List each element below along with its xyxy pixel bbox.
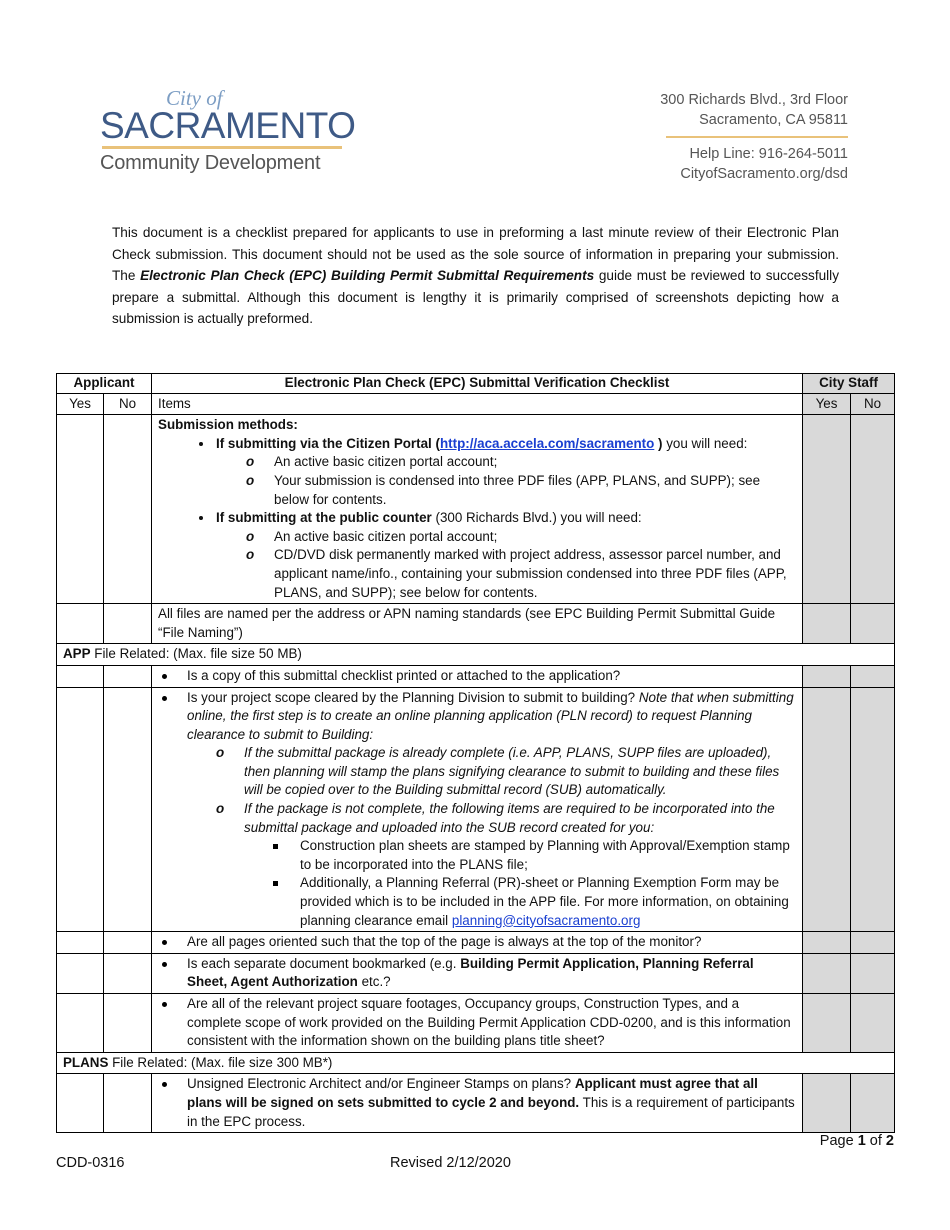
checklist-title: Electronic Plan Check (EPC) Submittal Verification Checklist <box>152 374 803 394</box>
address-divider <box>666 136 848 138</box>
city-staff-header: City Staff <box>803 374 895 394</box>
staff-yes-header: Yes <box>803 393 851 415</box>
logo-department: Community Development <box>100 152 321 174</box>
table-header-row <box>57 374 895 394</box>
page-number: Page 1 of 2 <box>819 1133 894 1149</box>
list-item: o CD/DVD disk permanently marked with project address, assessor parcel number, and applicant name/info., containing your submission condensed into three PDF files (APP, PLANS, and SUPP); see below for contents. <box>274 546 796 602</box>
planning-clearance-cell: Is your project scope cleared by the Planning Division to submit to building? Note that when submitting online, the first step is to create an online planning application (PLN record) to request Planning clearance to submit to Building: o If the submittal package is already complete (i.e. APP, PLANS, SUPP files are uploaded), then planning will stamp the plans signifying clearance to submit to building and these files will be copied over to the Building submittal record (SUB) automatically. o If the package is not complete, the following items are required to be incorporated into the submittal package and uploaded into the SUB record created for you: Construction plan sheets are stamped by Planning with Approval/Exemption stamp to be incorporated into the PLANS file; Additionally, a Planning Referral (PR)-sheet or Planning Exemption Form may be provided which is to be included in the APP file. For more information, on obtaining planning clearance email planning@cityofsacramento.org <box>152 687 803 932</box>
section-row-plans <box>57 1052 895 1074</box>
revision-date: Revised 2/12/2020 <box>390 1155 511 1171</box>
applicant-no-cell[interactable] <box>104 932 152 954</box>
engineer-stamps-item: Unsigned Electronic Architect and/or Engineer Stamps on plans? Applicant must agree that all plans will be signed on sets submitted to cycle 2 and beyond. This is a requirement of participants in the EPC process. <box>158 1075 796 1131</box>
list-item: o If the package is not complete, the following items are required to be incorporated into the submittal package and uploaded into the SUB record created for you: Construction plan sheets are stamped by Planning with Approval/Exemption stamp to be incorporated into the PLANS file; Additionally, a Planning Referral (PR)-sheet or Planning Exemption Form may be provided which is to be included in the APP file. For more information, on obtaining planning clearance email planning@cityofsacramento.org <box>244 800 796 930</box>
table-row <box>57 665 895 687</box>
staff-yes-cell[interactable] <box>803 994 851 1053</box>
staff-yes-cell[interactable] <box>803 604 851 644</box>
bookmark-item: Is each separate document bookmarked (e.g. Building Permit Application, Planning Referral Sheet, Agent Authorization etc.? <box>158 955 796 992</box>
applicant-yes-cell[interactable] <box>57 604 104 644</box>
staff-no-cell[interactable] <box>851 953 895 993</box>
applicant-header: Applicant <box>57 374 152 394</box>
applicant-yes-cell[interactable] <box>57 665 104 687</box>
website: CityofSacramento.org/dsd <box>680 166 848 182</box>
applicant-no-cell[interactable] <box>104 994 152 1053</box>
table-row <box>57 1074 895 1133</box>
address-line-1: 300 Richards Blvd., 3rd Floor <box>660 92 848 108</box>
submission-methods-cell: Submission methods: • If submitting via the Citizen Portal (http://aca.accela.com/sacramento ) you will need: o An active basic citizen portal account; o Your submission is condensed into three PDF files (APP, PLANS, and SUPP); see below for contents. • If submitting at the public counter (300 Richards Blvd.) you will need: o An active basic citizen portal account; o CD/DVD disk permanently marked with project address, assessor parcel number, and applicant name/info., containing your submission condensed into three PDF files (APP, PLANS, and SUPP); see below for contents. <box>152 415 803 604</box>
logo-sacramento: SACRAMENTO <box>100 105 356 146</box>
staff-no-cell[interactable] <box>851 932 895 954</box>
applicant-no-cell[interactable] <box>104 604 152 644</box>
address-line-2: Sacramento, CA 95811 <box>699 112 848 128</box>
section-row-app <box>57 644 895 666</box>
logo-divider <box>102 146 342 149</box>
table-row <box>57 415 895 604</box>
square-footage-item: Are all of the relevant project square footages, Occupancy groups, Construction Types, and a complete scope of work provided on the Building Permit Application CDD-0200, and is this information consistent with the information shown on the building plans title sheet? <box>158 995 796 1051</box>
list-item: o An active basic citizen portal account; <box>274 528 796 547</box>
applicant-no-header: No <box>104 393 152 415</box>
staff-yes-cell[interactable] <box>803 415 851 604</box>
applicant-no-cell[interactable] <box>104 953 152 993</box>
staff-no-cell[interactable] <box>851 1074 895 1133</box>
table-row <box>57 994 895 1053</box>
table-row <box>57 953 895 993</box>
staff-yes-cell[interactable] <box>803 687 851 932</box>
staff-yes-cell[interactable] <box>803 953 851 993</box>
applicant-no-cell[interactable] <box>104 1074 152 1133</box>
logo-city-of: City of <box>166 86 223 110</box>
staff-no-cell[interactable] <box>851 994 895 1053</box>
office-address <box>660 90 848 184</box>
intro-paragraph: This document is a checklist prepared for applicants to use in preforming a last minute review of their Electronic Plan Check submission. This document should not be used as the sole source of information in preparing your submission. The Electronic Plan Check (EPC) Building Permit Submittal Requirements guide must be reviewed to successfully prepare a submittal. Although this document is lengthy it is primarily comprised of screenshots depicting how a submission is actually preformed. <box>112 225 839 326</box>
applicant-yes-cell[interactable] <box>57 994 104 1053</box>
staff-no-cell[interactable] <box>851 415 895 604</box>
applicant-yes-cell[interactable] <box>57 1074 104 1133</box>
list-item: o If the submittal package is already complete (i.e. APP, PLANS, SUPP files are uploaded), then planning will stamp the plans signifying clearance to submit to building and these files will be copied over to the Building submittal record (SUB) automatically. <box>244 744 796 800</box>
staff-no-cell[interactable] <box>851 604 895 644</box>
staff-yes-cell[interactable] <box>803 1074 851 1133</box>
applicant-yes-cell[interactable] <box>57 953 104 993</box>
form-number: CDD-0316 <box>56 1155 125 1171</box>
staff-no-cell[interactable] <box>851 665 895 687</box>
verification-checklist-table <box>56 373 895 1133</box>
list-item: Construction plan sheets are stamped by Planning with Approval/Exemption stamp to be incorporated into the PLANS file; <box>300 837 796 874</box>
citizen-portal-link[interactable]: http://aca.accela.com/sacramento <box>439 435 655 451</box>
staff-no-cell[interactable] <box>851 687 895 932</box>
list-item: Additionally, a Planning Referral (PR)-sheet or Planning Exemption Form may be provided which is to be included in the APP file. For more information, on obtaining planning clearance email planning@cityofsacramento.org <box>300 874 796 930</box>
table-row <box>57 604 895 644</box>
checklist-copy-item: Is a copy of this submittal checklist printed or attached to the application? <box>158 667 796 686</box>
page-orientation-item: Are all pages oriented such that the top of the page is always at the top of the monitor? <box>158 933 796 952</box>
applicant-yes-cell[interactable] <box>57 415 104 604</box>
applicant-no-cell[interactable] <box>104 665 152 687</box>
plans-section-label: PLANS File Related: (Max. file size 300 MB*) <box>57 1052 895 1074</box>
list-item: o An active basic citizen portal account; <box>274 453 796 472</box>
table-row <box>57 687 895 932</box>
applicant-no-cell[interactable] <box>104 687 152 932</box>
applicant-yes-cell[interactable] <box>57 687 104 932</box>
planning-email-link[interactable]: planning@cityofsacramento.org <box>451 912 641 928</box>
intro-guide-title: Electronic Plan Check (EPC) Building Permit Submittal Requirements <box>140 268 595 283</box>
staff-yes-cell[interactable] <box>803 665 851 687</box>
table-row <box>57 932 895 954</box>
staff-yes-cell[interactable] <box>803 932 851 954</box>
items-header: Items <box>152 393 803 415</box>
file-naming-cell: All files are named per the address or APN naming standards (see EPC Building Permit Submittal Guide “File Naming”) <box>152 604 803 644</box>
applicant-no-cell[interactable] <box>104 415 152 604</box>
help-line: Help Line: 916-264-5011 <box>689 146 848 162</box>
table-subheader-row <box>57 393 895 415</box>
app-section-label: APP File Related: (Max. file size 50 MB) <box>57 644 895 666</box>
applicant-yes-header: Yes <box>57 393 104 415</box>
applicant-yes-cell[interactable] <box>57 932 104 954</box>
list-item: o Your submission is condensed into three PDF files (APP, PLANS, and SUPP); see below for contents. <box>274 472 796 509</box>
staff-no-header: No <box>851 393 895 415</box>
